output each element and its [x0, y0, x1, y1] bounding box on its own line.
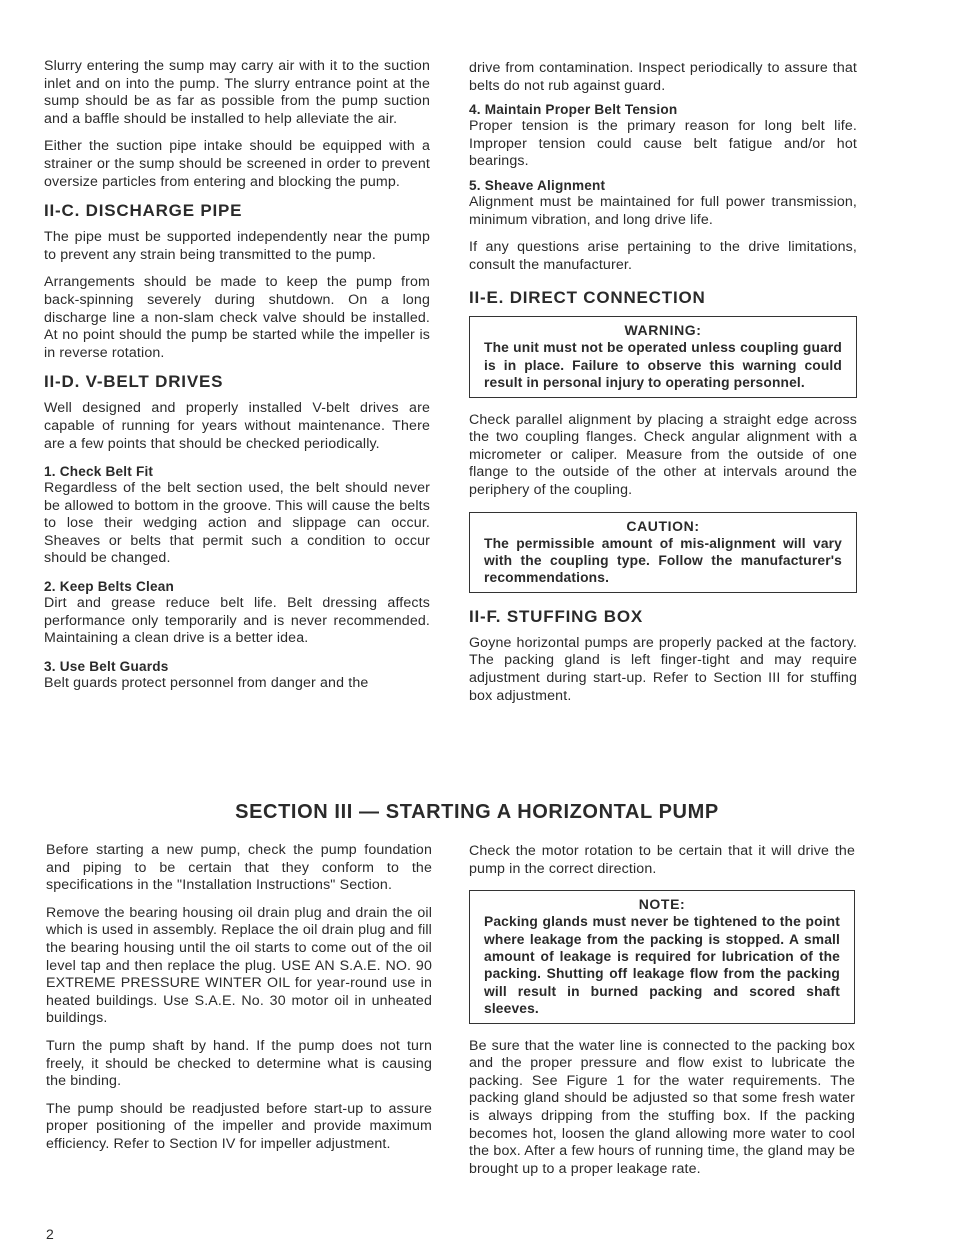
- section3-right-paragraph-2: Be sure that the water line is connected to the packing box and the proper pressure and flow exist to lubricate the packing. See Figure 1 for the water requirements. The packing gland should be adjusted so that some fresh water is always dripping from the stuffing box. If the packing becomes hot, loosen the gland allowing more water to cool the box. After a few hours of running time, the gland may be brought up to a proper leakage rate.: [469, 1037, 855, 1177]
- belt-tension-title: 4. Maintain Proper Belt Tension: [469, 102, 678, 118]
- section3-left-paragraph-4: The pump should be readjusted before start-up to assure proper positioning of the impeller and provide maximum efficiency. Refer to Section IV for impeller adjustment.: [46, 1100, 432, 1152]
- discharge-paragraph-1: The pipe must be supported independently near the pump to prevent any strain being transmitted to the pump.: [44, 229, 430, 263]
- stuffing-box-heading: II-F. STUFFING BOX: [469, 606, 644, 626]
- warning-box: [469, 316, 857, 397]
- note-box: [469, 890, 855, 1023]
- page-number: 2: [46, 1226, 54, 1242]
- section-three-title: SECTION III — STARTING A HORIZONTAL PUMP: [235, 801, 719, 823]
- warning-title: WARNING:: [624, 322, 702, 339]
- belt-tension-text: Proper tension is the primary reason for long belt life. Improper tension could cause belt fatigue and/or hot bearings.: [469, 118, 857, 170]
- caution-box: [469, 512, 857, 593]
- alignment-paragraph: Check parallel alignment by placing a straight edge across the two coupling flanges. Check angular alignment with a micrometer or caliper. Measure from the outside of one flange to the outside of the other at intervals around the periphery of the coupling.: [469, 411, 857, 498]
- check-belt-fit-text: Regardless of the belt section used, the belt should never be allowed to bottom in the groove. This will cause the belts to lose their wedging action and slippage can occur. Sheaves or belts that permit such a condition to occur should be changed.: [44, 480, 430, 567]
- note-text: Packing glands must never be tightened to the point where leakage from the packing is stopped. A small amount of leakage is required for lubrication of the packing. Shutting off leakage flow from the packing will result in burned packing and scored shaft sleeves.: [484, 914, 840, 1017]
- left-column-top: [44, 58, 430, 702]
- drive-limitations-text: If any questions arise pertaining to the drive limitations, consult the manufacturer.: [469, 239, 857, 273]
- check-belt-fit-title: 1. Check Belt Fit: [44, 464, 154, 480]
- keep-belts-clean-title: 2. Keep Belts Clean: [44, 579, 174, 595]
- right-column-bottom: [469, 843, 855, 1188]
- caution-title: CAUTION:: [626, 517, 700, 534]
- use-belt-guards-text: Belt guards protect personnel from danger and the: [44, 674, 369, 691]
- use-belt-guards-title: 3. Use Belt Guards: [44, 658, 169, 674]
- caution-text: The permissible amount of mis-alignment will vary with the coupling type. Follow the manufacturer's recommendations.: [484, 535, 842, 586]
- right-column-top: [469, 60, 857, 715]
- intro-paragraph-2: Either the suction pipe intake should be equipped with a strainer or the sump should be screened in order to prevent oversize particles from entering and blocking the pump.: [44, 138, 430, 190]
- discharge-paragraph-2: Arrangements should be made to keep the pump from back-spinning severely during shutdown. On a long discharge line a non-slam check valve should be installed. At no point should the pump be started while the impeller is in reverse rotation.: [44, 274, 430, 361]
- note-title: NOTE:: [638, 896, 686, 913]
- section3-left-paragraph-2: Remove the bearing housing oil drain plug and drain the oil which is used in assembly. Replace the oil drain plug and fill the bearing housing until the oil starts to come out of the oil level tap and then replace the plug. USE AN S.A.E. NO. 90 EXTREME PRESSURE WINTER OIL for year-round use in heated buildings. Use S.A.E. No. 30 motor oil in unheated buildings.: [46, 904, 432, 1027]
- direct-connection-heading: II-E. DIRECT CONNECTION: [469, 288, 706, 308]
- sheave-alignment-title: 5. Sheave Alignment: [469, 177, 606, 193]
- sheave-alignment-text: Alignment must be maintained for full power transmission, minimum vibration, and long drive life.: [469, 193, 857, 228]
- left-column-bottom: [46, 842, 432, 1164]
- stuffing-box-paragraph: Goyne horizontal pumps are properly packed at the factory. The packing gland is left finger-tight and may require adjustment during start-up. Refer to Section III for stuffing box adjustment.: [469, 634, 857, 704]
- intro-paragraph-1: Slurry entering the sump may carry air with it to the suction inlet and on into the pump. The slurry entrance point at the sump should be as far as possible from the pump suction and a baffle should be installed to help alleviate the air.: [44, 58, 430, 127]
- warning-text: The unit must not be operated unless coupling guard is in place. Failure to observe this warning could result in personal injury to operating personnel.: [484, 340, 842, 391]
- section3-right-paragraph-1: Check the motor rotation to be certain that it will drive the pump in the correct direction.: [469, 843, 855, 877]
- section3-left-paragraph-3: Turn the pump shaft by hand. If the pump does not turn freely, it should be checked to determine what is causing the binding.: [46, 1037, 432, 1090]
- vbelt-paragraph-1: Well designed and properly installed V-belt drives are capable of running for years without maintenance. There are a few points that should be checked periodically.: [44, 400, 430, 452]
- keep-belts-clean-text: Dirt and grease reduce belt life. Belt dressing affects performance only temporarily and is never recommended. Maintaining a clean drive is a better idea.: [44, 595, 430, 647]
- belt-guards-continued-text: drive from contamination. Inspect periodically to assure that belts do not rub against guard.: [469, 60, 857, 94]
- section3-left-paragraph-1: Before starting a new pump, check the pump foundation and piping to be certain that they conform to the specifications in the "Installation Instructions" Section.: [46, 842, 432, 894]
- discharge-pipe-heading: II-C. DISCHARGE PIPE: [44, 201, 243, 221]
- vbelt-drives-heading: II-D. V-BELT DRIVES: [44, 372, 224, 392]
